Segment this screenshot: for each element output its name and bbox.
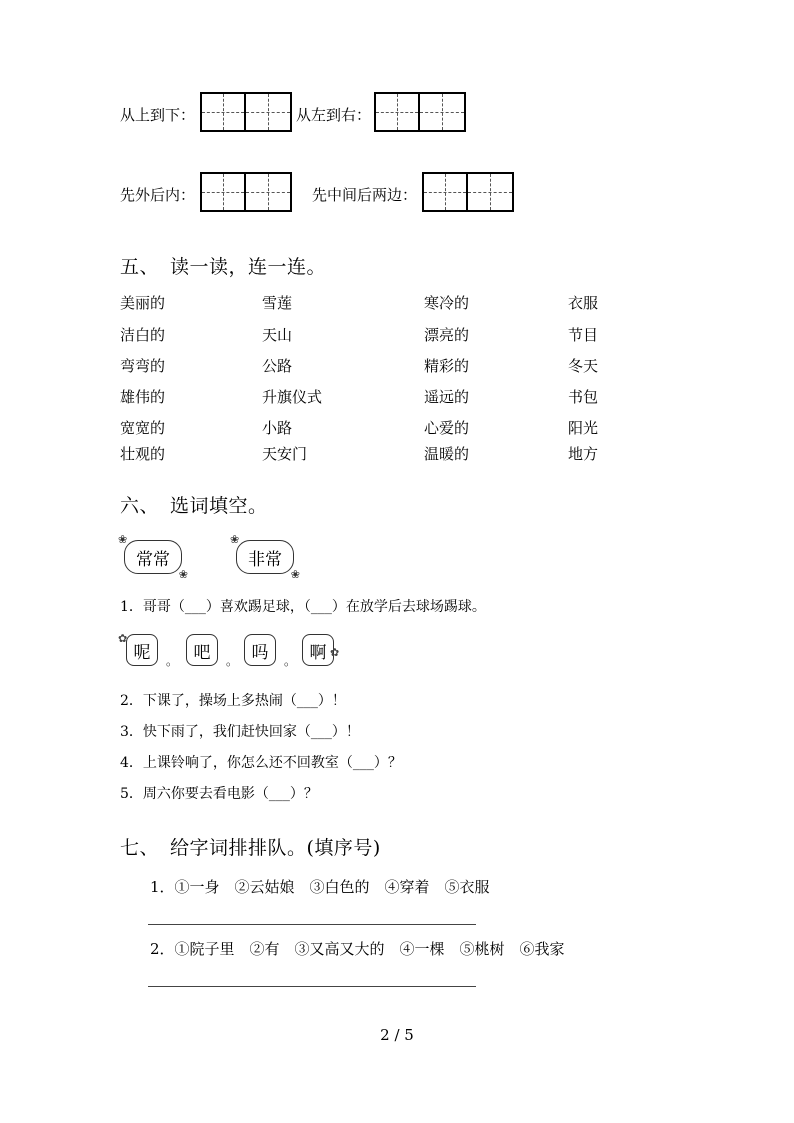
stroke-label-middle-sides: 先中间后两边： <box>312 186 418 204</box>
section-7-heading <box>120 833 381 860</box>
question-3: 3．快下雨了，我们赶快回家（___）！ <box>120 724 360 740</box>
writing-cell[interactable] <box>246 94 290 130</box>
particle-tag: 呢 <box>126 634 158 666</box>
match-word[interactable]: 弯弯的 <box>120 357 166 375</box>
match-word[interactable]: 精彩的 <box>424 357 470 375</box>
section-6-title: 选词填空。 <box>170 495 268 517</box>
match-word[interactable]: 宽宽的 <box>120 419 166 437</box>
stroke-label-outer-inner: 先外后内： <box>120 186 196 204</box>
separator-mark: 。 <box>226 654 239 668</box>
section-6-heading <box>120 491 268 518</box>
particle-tag: 吗 <box>244 634 276 666</box>
match-word[interactable]: 遥远的 <box>424 388 470 406</box>
section-7-title: 给字词排排队。(填序号) <box>170 837 381 859</box>
match-word[interactable]: 小路 <box>262 419 293 437</box>
match-word[interactable]: 寒冷的 <box>424 294 470 312</box>
match-word[interactable]: 心爱的 <box>424 419 470 437</box>
writing-cell[interactable] <box>246 174 290 210</box>
page-number: 2 / 5 <box>380 1026 414 1044</box>
writing-cell[interactable] <box>468 174 512 210</box>
question-4: 4．上课铃响了，你怎么还不回教室（___）？ <box>120 755 402 771</box>
section-7-number: 七、 <box>120 837 160 859</box>
word-choice-tag: ❀ 常常 ❀ <box>124 540 182 574</box>
writing-grid-left-right[interactable] <box>374 92 466 132</box>
section-5-title: 读一读，连一连。 <box>170 256 327 278</box>
answer-line-2[interactable] <box>148 986 476 987</box>
match-word[interactable]: 冬天 <box>568 357 599 375</box>
writing-cell[interactable] <box>376 94 420 130</box>
question-2: 2．下课了，操场上多热闹（___）！ <box>120 693 346 709</box>
writing-cell[interactable] <box>420 94 464 130</box>
match-word[interactable]: 漂亮的 <box>424 326 470 344</box>
match-word[interactable]: 温暖的 <box>424 445 470 463</box>
writing-cell[interactable] <box>202 174 246 210</box>
match-word[interactable]: 天山 <box>262 326 293 344</box>
flower-icon: ✿ <box>118 632 128 645</box>
section-6-number: 六、 <box>120 495 160 517</box>
writing-grid-middle-sides[interactable] <box>422 172 514 212</box>
separator-mark: 。 <box>166 654 179 668</box>
match-word[interactable]: 美丽的 <box>120 294 166 312</box>
match-word[interactable]: 书包 <box>568 388 599 406</box>
ordering-item-2: 2．①院子里 ②有 ③又高又大的 ④一棵 ⑤桃树 ⑥我家 <box>150 940 565 958</box>
match-word[interactable]: 壮观的 <box>120 445 166 463</box>
match-word[interactable]: 地方 <box>568 445 599 463</box>
match-word[interactable]: 天安门 <box>262 445 308 463</box>
match-word[interactable]: 衣服 <box>568 294 599 312</box>
match-word[interactable]: 洁白的 <box>120 326 166 344</box>
particle-tag: 啊 <box>302 634 334 666</box>
writing-cell[interactable] <box>424 174 468 210</box>
section-5-heading <box>120 252 326 279</box>
word-choice-tag: ❀ 非常 ❀ <box>236 540 294 574</box>
particle-tag: 吧 <box>186 634 218 666</box>
writing-grid-top-bottom[interactable] <box>200 92 292 132</box>
stroke-label-top-bottom: 从上到下： <box>120 106 196 124</box>
ordering-item-1: 1．①一身 ②云姑娘 ③白色的 ④穿着 ⑤衣服 <box>150 878 490 896</box>
flower-icon: ✿ <box>330 646 340 659</box>
question-5: 5．周六你要去看电影（___）？ <box>120 786 318 802</box>
answer-line-1[interactable] <box>148 924 476 925</box>
match-word[interactable]: 阳光 <box>568 419 599 437</box>
match-word[interactable]: 雄伟的 <box>120 388 166 406</box>
writing-grid-outer-inner[interactable] <box>200 172 292 212</box>
question-1: 1．哥哥（___）喜欢踢足球，（___）在放学后去球场踢球。 <box>120 599 486 615</box>
writing-cell[interactable] <box>202 94 246 130</box>
match-word[interactable]: 雪莲 <box>262 294 293 312</box>
match-word[interactable]: 节目 <box>568 326 599 344</box>
stroke-label-left-right: 从左到右： <box>296 106 372 124</box>
section-5-number: 五、 <box>120 256 160 278</box>
separator-mark: 。 <box>284 654 297 668</box>
match-word[interactable]: 公路 <box>262 357 293 375</box>
match-word[interactable]: 升旗仪式 <box>262 388 323 406</box>
